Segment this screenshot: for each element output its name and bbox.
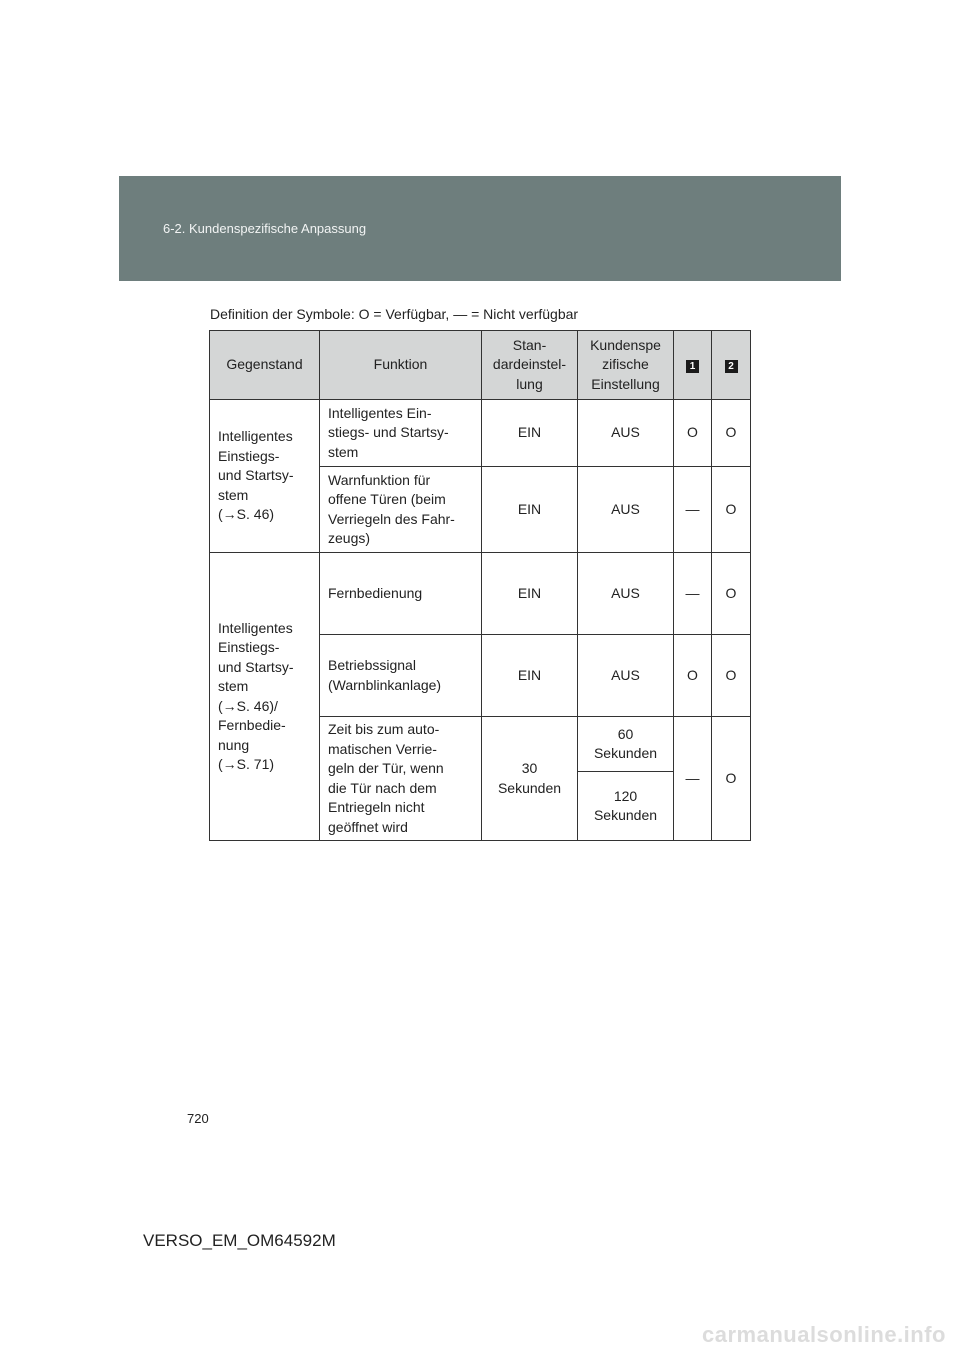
mark-1-cell: — (674, 717, 712, 841)
default-cell: 30 Sekunden (482, 717, 578, 841)
header-band (119, 176, 841, 281)
number-2-icon: 2 (725, 360, 738, 373)
custom-cell: AUS (578, 400, 674, 467)
mark-1-cell: — (674, 467, 712, 553)
function-cell: Betriebssignal (Warnblinkanlage) (320, 635, 482, 717)
default-cell: EIN (482, 467, 578, 553)
function-cell: Intelligentes Ein- stiegs- und Startsy- stem (320, 400, 482, 467)
header-col-2 (712, 331, 751, 400)
default-cell: EIN (482, 553, 578, 635)
function-cell: Zeit bis zum auto- matischen Verrie- geln der Tür, wenn die Tür nach dem Entriegeln nicht geöffnet wird (320, 717, 482, 841)
item-cell: Intelligentes Einstiegs- und Startsy- stem (→S. 46) (210, 400, 320, 553)
custom-cell: 120 Sekunden (578, 772, 674, 841)
header-default: Stan- dardeinstel- lung (482, 331, 578, 400)
mark-2-cell: O (712, 553, 751, 635)
header-item: Gegenstand (210, 331, 320, 400)
default-cell: EIN (482, 400, 578, 467)
custom-cell: 60 Sekunden (578, 717, 674, 772)
table-header-row (210, 331, 751, 400)
custom-cell: AUS (578, 467, 674, 553)
page-number: 720 (187, 1111, 209, 1126)
settings-table (209, 330, 751, 841)
custom-cell: AUS (578, 635, 674, 717)
section-title: 6-2. Kundenspezifische Anpassung (163, 221, 367, 236)
item-cell: Intelligentes Einstiegs- und Startsy- stem (→S. 46)/ Fernbedie- nung (→S. 71) (210, 553, 320, 841)
custom-cell: AUS (578, 553, 674, 635)
mark-1-cell: — (674, 553, 712, 635)
symbol-legend: Definition der Symbole: O = Verfügbar, — = Nicht verfügbar (210, 306, 579, 322)
mark-2-cell: O (712, 635, 751, 717)
table-row (210, 400, 751, 467)
header-col-1 (674, 331, 712, 400)
document-code: VERSO_EM_OM64592M (143, 1231, 336, 1250)
default-cell: EIN (482, 635, 578, 717)
mark-1-cell: O (674, 635, 712, 717)
mark-2-cell: O (712, 467, 751, 553)
mark-2-cell: O (712, 400, 751, 467)
mark-1-cell: O (674, 400, 712, 467)
mark-2-cell: O (712, 717, 751, 841)
header-custom: Kundenspe zifische Einstellung (578, 331, 674, 400)
number-1-icon: 1 (686, 360, 699, 373)
function-cell: Fernbedienung (320, 553, 482, 635)
header-function: Funktion (320, 331, 482, 400)
site-watermark: carmanualsonline.info (702, 1322, 946, 1347)
table-row (210, 553, 751, 635)
function-cell: Warnfunktion für offene Türen (beim Verriegeln des Fahr- zeugs) (320, 467, 482, 553)
